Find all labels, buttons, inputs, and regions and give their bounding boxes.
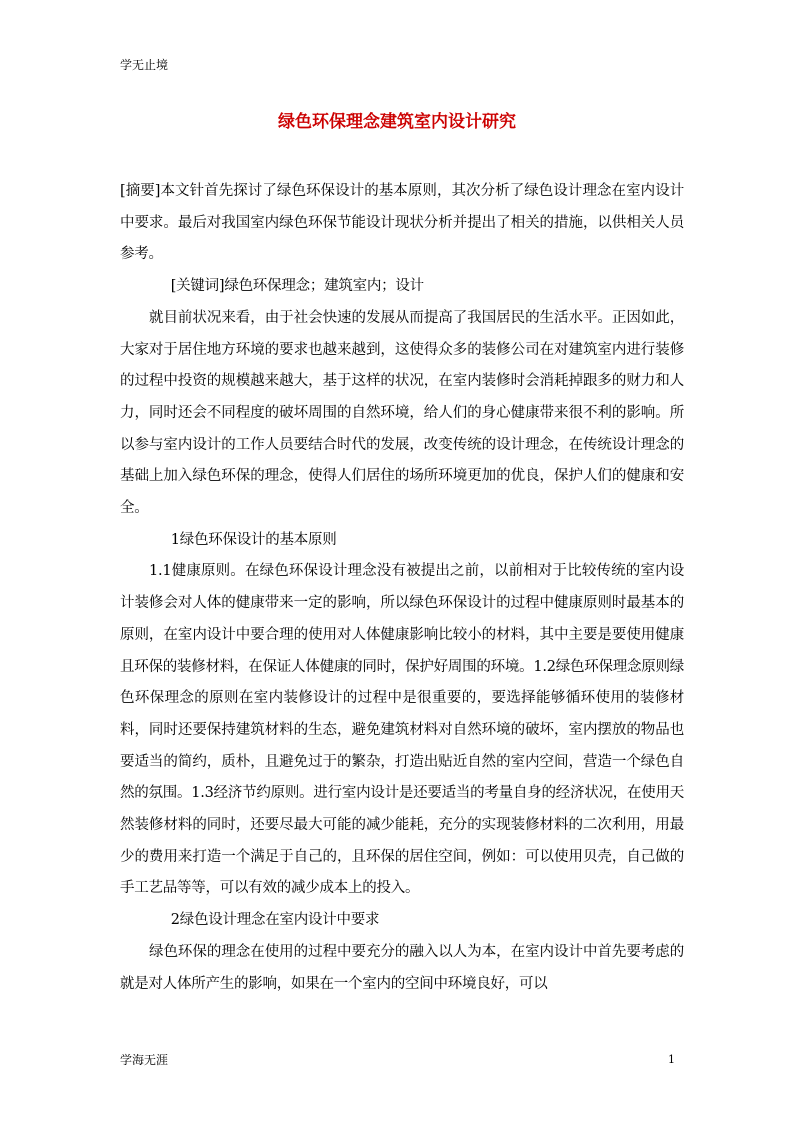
section-1-heading: 1绿色环保设计的基本原则 [170, 531, 337, 548]
section-2-paragraph: 绿色环保的理念在使用的过程中要充分的融入以人为本，在室内设计中首先要考虑的就是对人体所产生的影响，如果在一个室内的空间中环境良好，可以 [120, 943, 684, 992]
section-2-heading: 2绿色设计理念在室内设计中要求 [170, 912, 380, 929]
page-footer: 学海无涯 [120, 1053, 169, 1067]
section-1-paragraph: 1.1健康原则。在绿色环保设计理念没有被提出之前，以前相对于比较传统的室内设计装修会对人体的健康带来一定的影响，所以绿色环保设计的过程中健康原则时最基本的原则，在室内设计中要合理的使用对人体健康影响比较小的材料，其中主要是要使用健康且环保的装修材料，在保证人体健康的同时，保护好周围的环境。1.2绿色环保理念原则绿色环保理念的原则在室内装修设计的过程中是很重要的，要选择能够循环使用的装修材料，同时还要保持建筑材料的生态，避免建筑材料对自然环境的破坏，室内摆放的物品也要适当的简约，质朴，且避免过于的繁杂，打造出贴近自然的室内空间，营造一个绿色自然的氛围。1.3经济节约原则。进行室内设计是还要适当的考量自身的经济状况，在使用天然装修材料的同时，还要尽最大可能的减少能耗，充分的实现装修材料的二次利用，用最少的费用来打造一个满足于自己的，且环保的居住空间，例如：可以使用贝壳，自己做的手工艺品等等，可以有效的减少成本上的投入。 [120, 563, 684, 897]
document-body [120, 176, 684, 1000]
page-number: 1 [668, 1053, 675, 1066]
page-header: 学无止境 [120, 58, 169, 72]
keywords-line: [关键词]绿色环保理念；建筑室内；设计 [170, 278, 424, 295]
abstract-paragraph: [摘要]本文针首先探讨了绿色环保设计的基本原则，其次分析了绿色设计理念在室内设计中要求。最后对我国室内绿色环保节能设计现状分析并提出了相关的措施，以供相关人员参考。 [120, 183, 684, 263]
intro-paragraph: 就目前状况来看，由于社会快速的发展从而提高了我国居民的生活水平。正因如此，大家对于居住地方环境的要求也越来越到，这使得众多的装修公司在对建筑室内进行装修的过程中投资的规模越来越大，基于这样的状况，在室内装修时会消耗掉跟多的财力和人力，同时还会不同程度的破坏周围的自然环境，给人们的身心健康带来很不利的影响。所以参与室内设计的工作人员要结合时代的发展，改变传统的设计理念，在传统设计理念的基础上加入绿色环保的理念，使得人们居住的场所环境更加的优良，保护人们的健康和安全。 [120, 309, 684, 517]
document-title: 绿色环保理念建筑室内设计研究 [278, 112, 516, 132]
